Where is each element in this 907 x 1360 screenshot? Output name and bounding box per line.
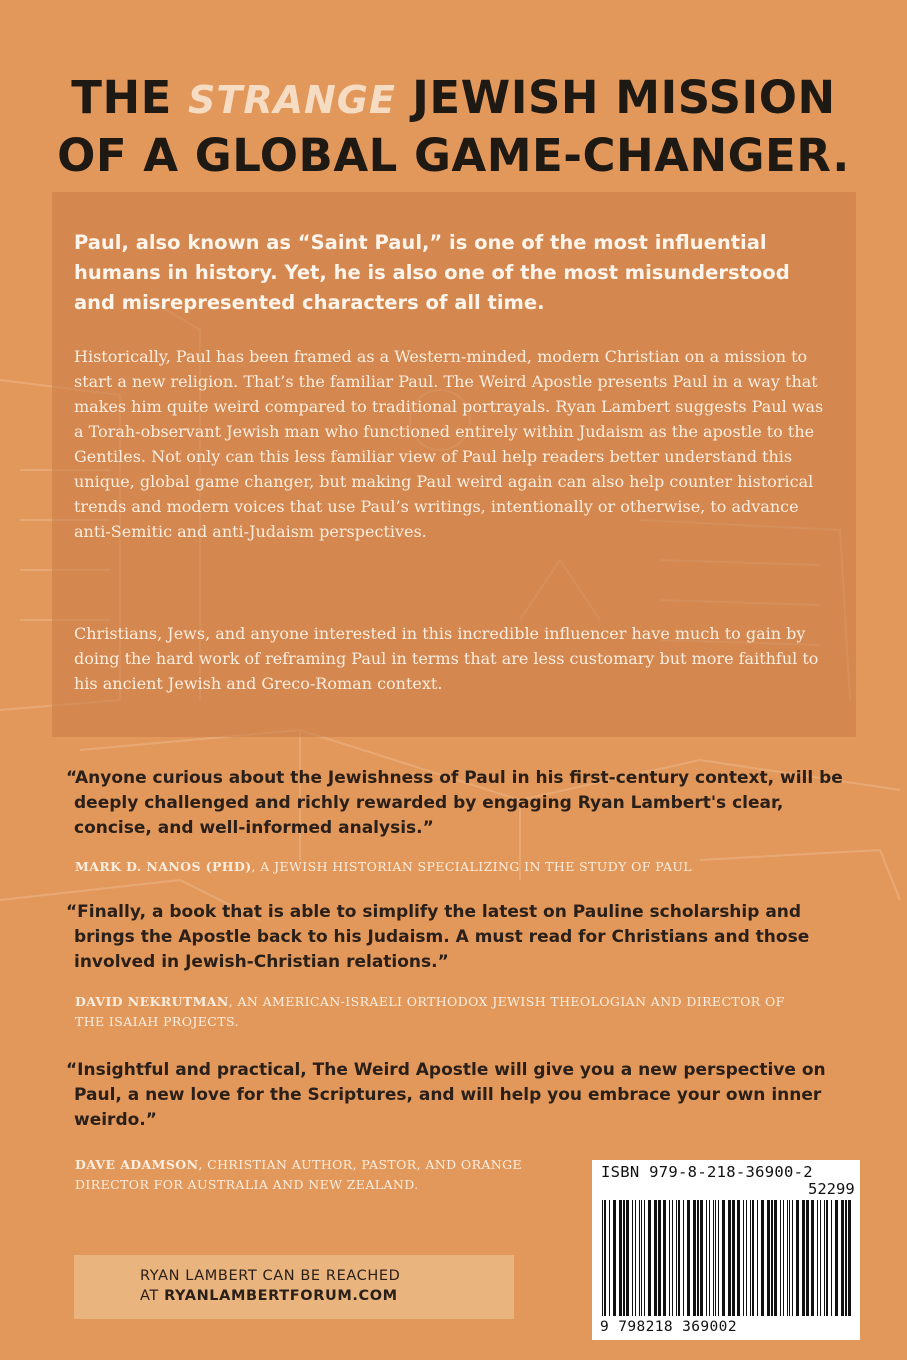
barcode-bar xyxy=(831,1200,832,1316)
barcode-bar xyxy=(623,1200,625,1316)
barcode-bar xyxy=(811,1200,814,1316)
headline-line-1: THE STRANGE JEWISH MISSION xyxy=(71,71,836,124)
barcode-bar xyxy=(761,1200,764,1316)
barcode-bar xyxy=(732,1200,735,1316)
barcode-bar xyxy=(817,1200,818,1316)
barcode-bar xyxy=(789,1200,790,1316)
headline xyxy=(0,70,907,184)
barcode-bar xyxy=(774,1200,777,1316)
barcode-bar xyxy=(619,1200,622,1316)
barcode-bar xyxy=(752,1200,754,1316)
barcode-bar xyxy=(848,1200,851,1316)
barcode-bar xyxy=(737,1200,740,1316)
barcode-bar xyxy=(678,1200,680,1316)
barcode-bar xyxy=(728,1200,731,1316)
price-code: 52299 xyxy=(808,1180,855,1198)
endorsement-attribution-2 xyxy=(75,992,795,1032)
barcode-bar xyxy=(697,1200,699,1316)
body-paragraph-1: Historically, Paul has been framed as a Western-minded, modern Christian on a mission to start a new religion. That’s the familiar Paul. The Weird Apostle presents Paul in a way that makes him quite weird compared to traditional portrayals. Ryan Lambert suggests Paul was a Torah-observant Jewish man who functioned entirely within Judaism as the apostle to the Gentiles. Not only can this less familiar view of Paul help readers better understand this unique, global game changer, but making Paul weird again can also help counter historical trends and modern voices that use Paul’s writings, intentionally or otherwise, to advance anti-Semitic and anti-Judaism perspectives. xyxy=(74,347,824,541)
barcode-bar xyxy=(820,1200,821,1316)
barcode-bar xyxy=(802,1200,805,1316)
endorser-name: DAVID NEKRUTMAN xyxy=(75,994,229,1009)
barcode-bar xyxy=(792,1200,793,1316)
barcode-bar xyxy=(826,1200,828,1316)
barcode-bar xyxy=(669,1200,670,1316)
barcode-bar xyxy=(648,1200,651,1316)
contact-text xyxy=(140,1266,510,1306)
barcode-bar xyxy=(639,1200,640,1316)
endorser-name: DAVE ADAMSON xyxy=(75,1157,199,1172)
barcode-bar xyxy=(693,1200,696,1316)
barcode-bar xyxy=(602,1200,603,1316)
endorsement-quote-3: “Insightful and practical, The Weird Apostle will give you a new perspective on Paul, a new love for the Scriptures, and will help you embrace your own inner weirdo.” xyxy=(66,1060,826,1130)
barcode-bar xyxy=(771,1200,773,1316)
barcode-bar xyxy=(632,1200,633,1316)
endorsement-quote-1: “Anyone curious about the Jewishness of Paul in his first-century context, will be deeply challenged and richly rewarded by engaging Ryan Lambert's clear, concise, and well-informed analysis.” xyxy=(66,768,843,838)
barcode-bar xyxy=(672,1200,673,1316)
endorsement-attribution-3 xyxy=(75,1155,555,1195)
barcode-bar xyxy=(845,1200,847,1316)
barcode-bar xyxy=(644,1200,645,1316)
lead-paragraph: Paul, also known as “Saint Paul,” is one of the most influential humans in history. Yet, he is also one of the most misunderstood and misrepresented characters of all time. xyxy=(74,231,790,314)
barcode-bar xyxy=(700,1200,703,1316)
barcode-bar xyxy=(746,1200,747,1316)
barcode-bar xyxy=(676,1200,677,1316)
endorser-name: MARK D. NANOS (PHD) xyxy=(75,859,252,874)
barcode-bar xyxy=(824,1200,825,1316)
contact-line-1: RYAN LAMBERT CAN BE REACHED xyxy=(140,1268,401,1284)
barcode-bar xyxy=(750,1200,751,1316)
barcode-bar xyxy=(783,1200,784,1316)
barcode-bars xyxy=(598,1200,854,1316)
isbn-label: ISBN 979-8-218-36900-2 xyxy=(601,1163,813,1181)
headline-emphasis: STRANGE xyxy=(188,78,396,122)
body-paragraph-2: Christians, Jews, and anyone interested in this incredible influencer have much to gain by doing the hard work of reframing Paul in terms that are less customary but more faithful to his ancient Jewish and Greco-Roman context. xyxy=(74,624,819,693)
endorsement-attribution-1 xyxy=(75,857,795,877)
endorser-role: , A JEWISH HISTORIAN SPECIALIZING IN THE STUDY OF PAUL xyxy=(251,859,693,874)
barcode-bar xyxy=(841,1200,844,1316)
barcode-bar xyxy=(626,1200,629,1316)
contact-line-2: AT RYANLAMBERTFORUM.COM xyxy=(140,1288,398,1304)
barcode-bar xyxy=(715,1200,716,1316)
barcode-bar xyxy=(663,1200,666,1316)
endorser-role: , AN AMERICAN-ISRAELI ORTHODOX JEWISH THEOLOGIAN AND DIRECTOR OF THE ISAIAH PROJECTS. xyxy=(75,994,785,1029)
barcode-bar xyxy=(722,1200,725,1316)
barcode-bar xyxy=(604,1200,606,1316)
headline-line-2: OF A GLOBAL GAME-CHANGER. xyxy=(57,129,850,182)
barcode-bar xyxy=(743,1200,744,1316)
contact-url-link[interactable]: RYANLAMBERTFORUM.COM xyxy=(164,1288,398,1304)
barcode-bar xyxy=(767,1200,770,1316)
barcode-bar xyxy=(683,1200,684,1316)
barcode-digits: 9 798218 369002 xyxy=(600,1319,737,1335)
barcode-bar xyxy=(796,1200,799,1316)
endorsement-quote-2: “Finally, a book that is able to simplify the latest on Pauline scholarship and brings the Apostle back to his Judaism. A must read for Christians and those involved in Jewish-Christian relations.” xyxy=(66,902,810,972)
barcode-bar xyxy=(658,1200,661,1316)
barcode-bar xyxy=(635,1200,636,1316)
barcode-bar xyxy=(713,1200,714,1316)
barcode-bar xyxy=(613,1200,616,1316)
barcode-bar xyxy=(718,1200,719,1316)
barcode-bar xyxy=(609,1200,610,1316)
endorser-role: , CHRISTIAN AUTHOR, PASTOR, AND ORANGE DIRECTOR FOR AUSTRALIA AND NEW ZEALAND. xyxy=(75,1157,523,1192)
barcode-bar xyxy=(787,1200,788,1316)
barcode-bar xyxy=(780,1200,781,1316)
barcode-bar xyxy=(641,1200,642,1316)
barcode-bar xyxy=(706,1200,707,1316)
barcode-bar xyxy=(806,1200,809,1316)
barcode-bar xyxy=(654,1200,657,1316)
barcode-bar xyxy=(687,1200,690,1316)
barcode-bar xyxy=(835,1200,838,1316)
barcode-bar xyxy=(757,1200,758,1316)
barcode-bar xyxy=(709,1200,710,1316)
